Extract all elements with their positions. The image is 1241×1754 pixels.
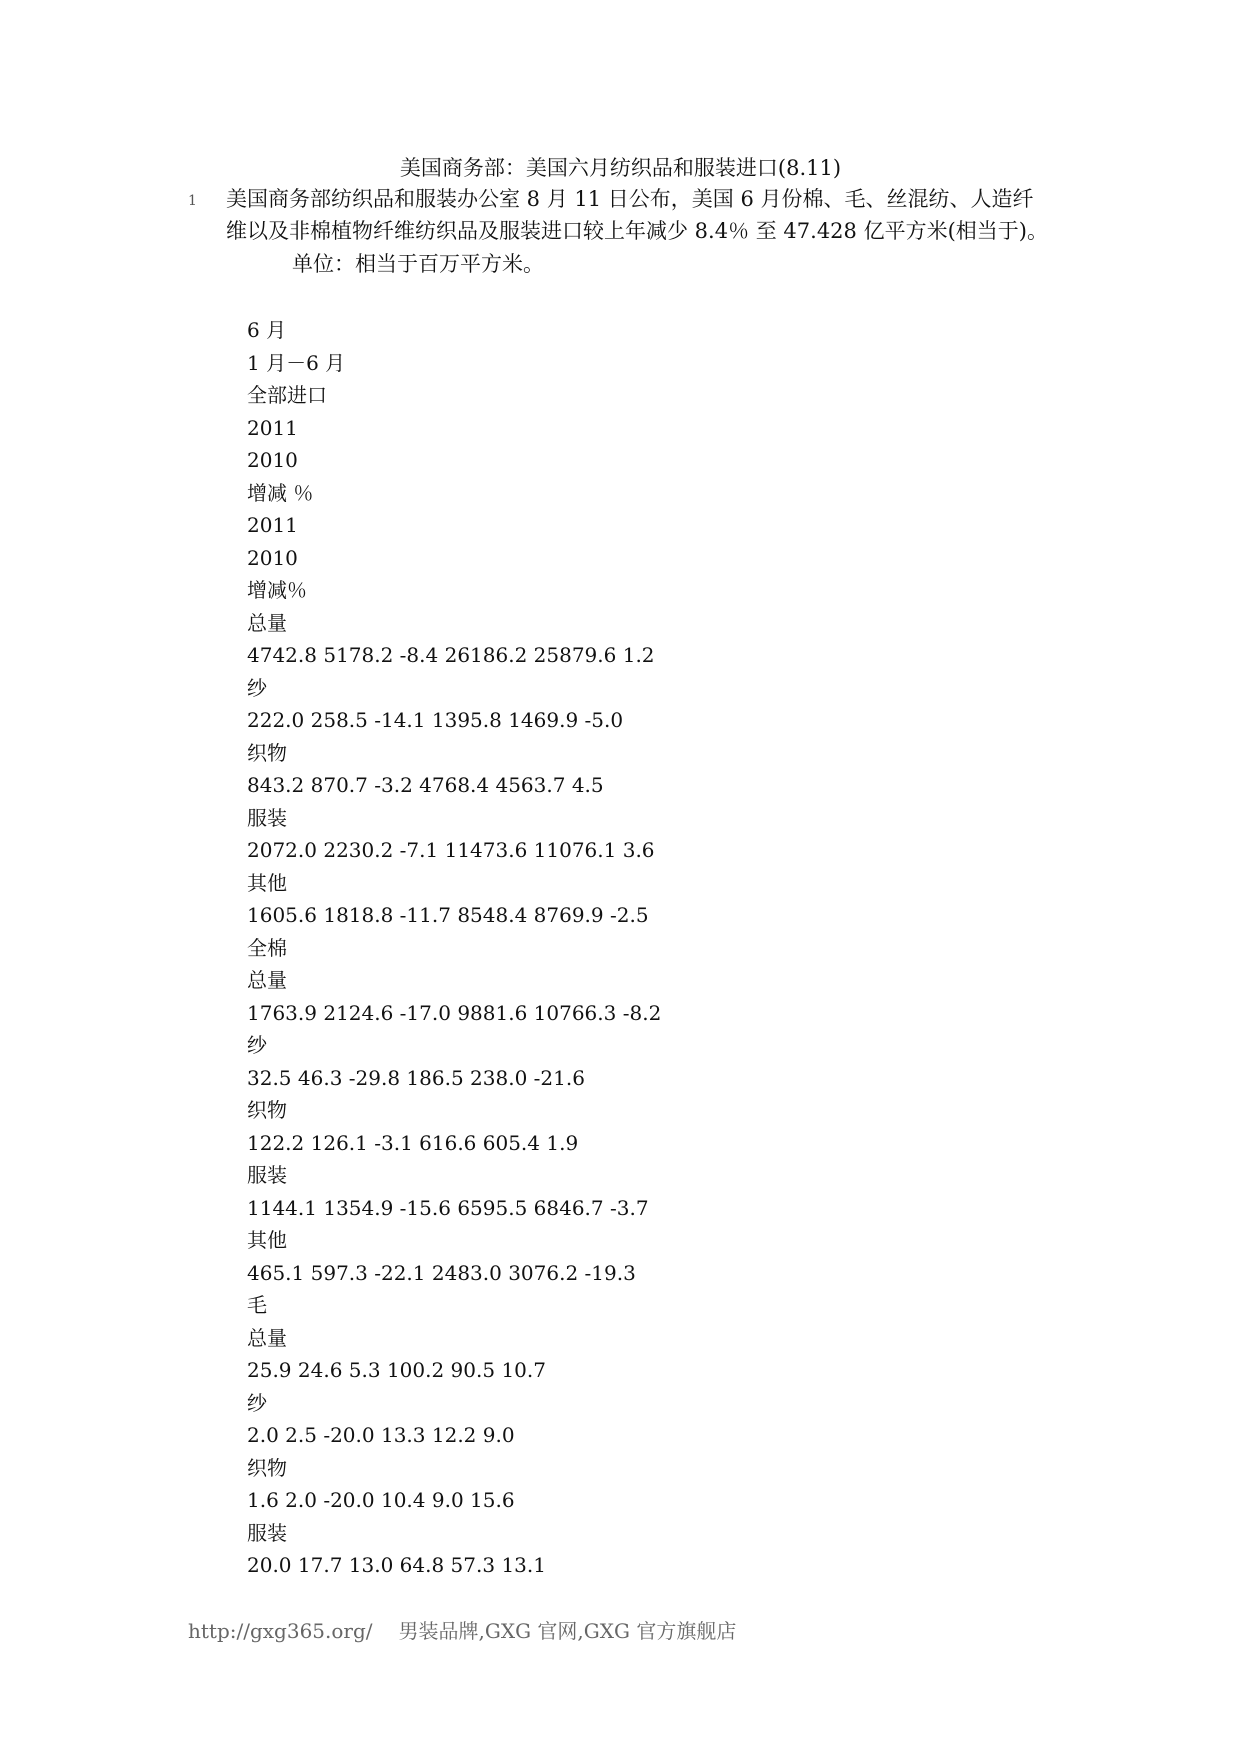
text-line: 总量 <box>247 1325 287 1350</box>
text-line: 纱 <box>247 1033 267 1057</box>
unit-note: 单位：相当于百万平方米。 <box>292 252 544 276</box>
text-line: 2010 <box>247 448 298 472</box>
text-line: 843.2 870.7 -3.2 4768.4 4563.7 4.5 <box>247 773 604 797</box>
data-lines <box>247 314 661 1582</box>
text-line: 服装 <box>247 1520 287 1545</box>
footer-text: 男装品牌,GXG 官网,GXG 官方旗舰店 <box>398 1619 737 1643</box>
line-number: 1 <box>188 193 197 209</box>
text-line: 全部进口 <box>247 383 327 407</box>
footer-url[interactable]: http://gxg365.org/ <box>188 1619 373 1643</box>
text-line: 1.6 2.0 -20.0 10.4 9.0 15.6 <box>247 1488 515 1512</box>
text-line: 6 月 <box>247 318 287 342</box>
text-line: 465.1 597.3 -22.1 2483.0 3076.2 -19.3 <box>247 1260 636 1285</box>
text-line: 1763.9 2124.6 -17.0 9881.6 10766.3 -8.2 <box>247 1000 662 1025</box>
text-line: 总量 <box>247 610 287 635</box>
page-footer <box>188 1616 736 1646</box>
text-line: 122.2 126.1 -3.1 616.6 605.4 1.9 <box>247 1130 579 1155</box>
text-line: 全棉 <box>247 935 287 960</box>
text-line: 1605.6 1818.8 -11.7 8548.4 8769.9 -2.5 <box>247 903 649 927</box>
text-line: 2072.0 2230.2 -7.1 11473.6 11076.1 3.6 <box>247 838 655 862</box>
text-line: 20.0 17.7 13.0 64.8 57.3 13.1 <box>247 1553 546 1577</box>
text-line: 总量 <box>247 968 287 992</box>
text-line: 织物 <box>247 1098 287 1122</box>
text-line: 纱 <box>247 1390 267 1415</box>
text-line: 毛 <box>247 1293 267 1317</box>
text-line: 2011 <box>247 415 298 440</box>
text-line: 其他 <box>247 870 287 895</box>
text-line: 2010 <box>247 545 298 570</box>
text-line: 2011 <box>247 513 298 537</box>
text-line: 服装 <box>247 805 287 830</box>
text-line: 222.0 258.5 -14.1 1395.8 1469.9 -5.0 <box>247 708 624 732</box>
text-line: 纱 <box>247 675 267 700</box>
intro-paragraph-line-2: 维以及非棉植物纤维纺织品及服装进口较上年减少 8.4％ 至 47.428 亿平方米(相当于)。 <box>226 219 1048 243</box>
text-line: 增减％ <box>247 578 307 602</box>
document-title: 美国商务部：美国六月纺织品和服装进口(8.11) <box>399 156 842 180</box>
text-line: 服装 <box>247 1163 287 1187</box>
text-line: 1144.1 1354.9 -15.6 6595.5 6846.7 -3.7 <box>247 1195 649 1220</box>
text-line: 2.0 2.5 -20.0 13.3 12.2 9.0 <box>247 1423 515 1447</box>
text-line: 其他 <box>247 1228 287 1252</box>
text-line: 4742.8 5178.2 -8.4 26186.2 25879.6 1.2 <box>247 643 655 667</box>
intro-paragraph-line-1: 美国商务部纺织品和服装办公室 8 月 11 日公布，美国 6 月份棉、毛、丝混纺、人造纤 <box>226 187 1034 211</box>
text-line: 织物 <box>247 740 287 765</box>
text-line: 增减 ％ <box>247 480 314 505</box>
text-line: 1 月－6 月 <box>247 350 346 375</box>
text-line: 32.5 46.3 -29.8 186.5 238.0 -21.6 <box>247 1065 585 1090</box>
text-line: 织物 <box>247 1455 287 1480</box>
text-line: 25.9 24.6 5.3 100.2 90.5 10.7 <box>247 1358 546 1382</box>
